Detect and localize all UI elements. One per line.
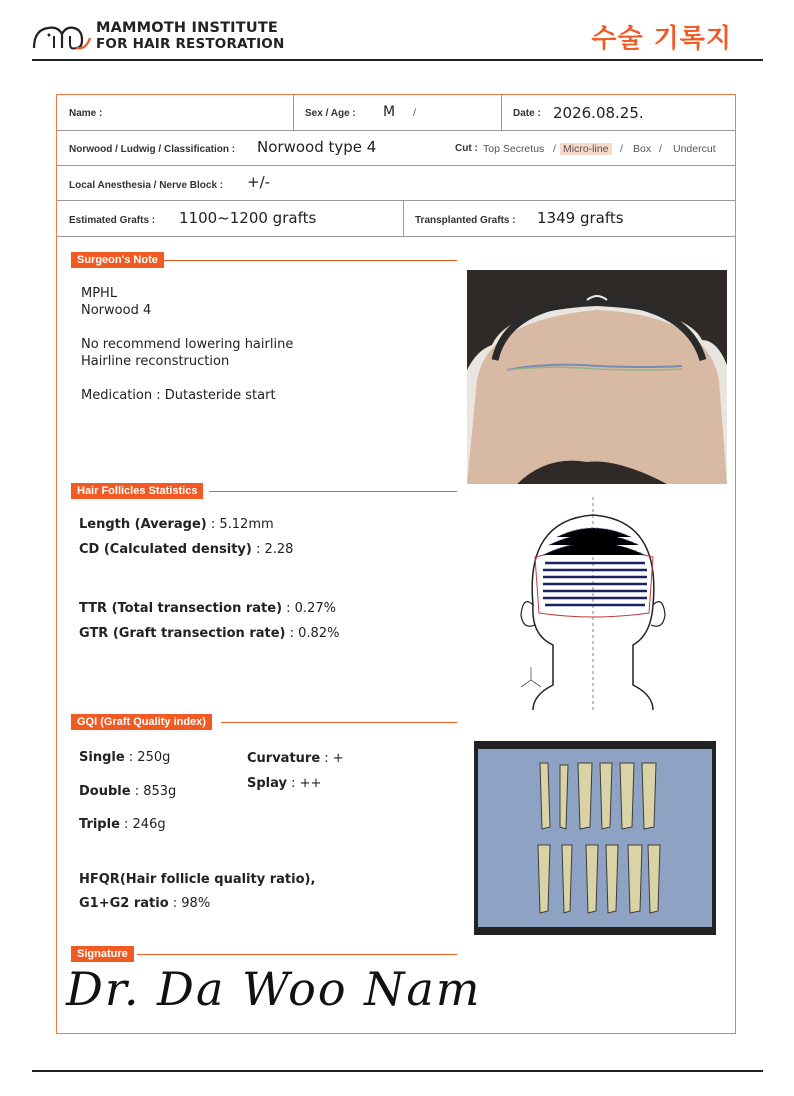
single-stat: Single : 250g bbox=[79, 750, 171, 765]
graft-microscope-photo bbox=[474, 741, 716, 935]
classification-label: Norwood / Ludwig / Classification : bbox=[69, 144, 236, 155]
transplanted-grafts-label: Transplanted Grafts : bbox=[415, 215, 516, 226]
note-line: Hairline reconstruction bbox=[81, 354, 230, 369]
ttr-stat: TTR (Total transection rate) : 0.27% bbox=[79, 601, 336, 616]
header-divider bbox=[32, 59, 763, 61]
curvature-stat: Curvature : + bbox=[247, 751, 344, 766]
donor-area-diagram bbox=[513, 495, 673, 713]
row-divider bbox=[293, 95, 294, 130]
cut-separator: / bbox=[620, 143, 623, 155]
follicle-stats-header bbox=[71, 483, 457, 499]
row-divider bbox=[403, 201, 404, 236]
head-diagram-image bbox=[513, 495, 673, 713]
form-row-patient bbox=[57, 95, 735, 131]
section-title: GQI (Graft Quality index) bbox=[71, 714, 212, 730]
hairline-photo-image bbox=[467, 270, 727, 484]
section-line bbox=[221, 722, 457, 723]
section-line bbox=[137, 954, 457, 955]
section-title: Signature bbox=[71, 946, 134, 962]
transplanted-grafts-field[interactable]: 1349 grafts bbox=[537, 209, 624, 227]
logo-text-line1: MAMMOTH INSTITUTE bbox=[96, 20, 279, 36]
institute-logo bbox=[32, 18, 285, 54]
cut-option-undercut[interactable]: Undercut bbox=[673, 143, 716, 155]
cut-option-top-secretus[interactable]: Top Secretus bbox=[483, 143, 545, 155]
g1g2-ratio-stat: G1+G2 ratio : 98% bbox=[79, 896, 211, 911]
hfqr-label: HFQR(Hair follicle quality ratio), bbox=[79, 872, 316, 887]
surgeon-signature: Dr. Da Woo Nam bbox=[66, 962, 482, 1016]
surgeon-note-header bbox=[71, 252, 457, 268]
estimated-grafts-label: Estimated Grafts : bbox=[69, 215, 156, 226]
logo-text-line2: FOR HAIR RESTORATION bbox=[96, 36, 285, 52]
name-label: Name : bbox=[69, 108, 103, 119]
form-row-grafts bbox=[57, 201, 735, 237]
cut-separator: / bbox=[553, 143, 556, 155]
surgery-record-form bbox=[56, 94, 736, 1034]
note-line: No recommend lowering hairline bbox=[81, 337, 294, 352]
splay-stat: Splay : ++ bbox=[247, 776, 322, 791]
double-stat: Double : 853g bbox=[79, 784, 177, 799]
sex-field[interactable]: M bbox=[383, 104, 396, 120]
section-line bbox=[161, 260, 457, 261]
note-line: MPHL bbox=[81, 286, 118, 301]
form-row-anesthesia bbox=[57, 166, 735, 201]
row-divider bbox=[501, 95, 502, 130]
hairline-photo bbox=[467, 270, 727, 484]
document-title: 수술 기록지 bbox=[591, 24, 732, 54]
sex-age-label: Sex / Age : bbox=[305, 108, 356, 119]
note-line: Norwood 4 bbox=[81, 303, 152, 318]
classification-field[interactable]: Norwood type 4 bbox=[257, 138, 377, 156]
graft-photo-image bbox=[474, 741, 716, 935]
mammoth-logo-icon bbox=[32, 20, 92, 52]
triple-stat: Triple : 246g bbox=[79, 817, 166, 832]
signature-header bbox=[71, 946, 457, 962]
cd-stat: CD (Calculated density) : 2.28 bbox=[79, 542, 294, 557]
cut-label: Cut : bbox=[455, 143, 478, 154]
cut-option-micro-line[interactable]: Micro-line bbox=[560, 143, 612, 155]
cut-separator: / bbox=[659, 143, 662, 155]
anesthesia-label: Local Anesthesia / Nerve Block : bbox=[69, 180, 224, 191]
date-label: Date : bbox=[513, 108, 541, 119]
date-field[interactable]: 2026.08.25. bbox=[553, 104, 644, 122]
section-line bbox=[209, 491, 457, 492]
anesthesia-field[interactable]: +/- bbox=[247, 173, 271, 191]
footer-divider bbox=[32, 1070, 763, 1072]
length-stat: Length (Average) : 5.12mm bbox=[79, 517, 274, 532]
sex-age-separator: / bbox=[413, 107, 416, 119]
gqi-header bbox=[71, 714, 457, 730]
note-line: Medication : Dutasteride start bbox=[81, 388, 276, 403]
section-title: Hair Follicles Statistics bbox=[71, 483, 203, 499]
form-row-classification bbox=[57, 131, 735, 166]
estimated-grafts-field[interactable]: 1100~1200 grafts bbox=[179, 209, 317, 227]
cut-option-box[interactable]: Box bbox=[633, 143, 652, 155]
section-title: Surgeon's Note bbox=[71, 252, 164, 268]
gtr-stat: GTR (Graft transection rate) : 0.82% bbox=[79, 626, 340, 641]
